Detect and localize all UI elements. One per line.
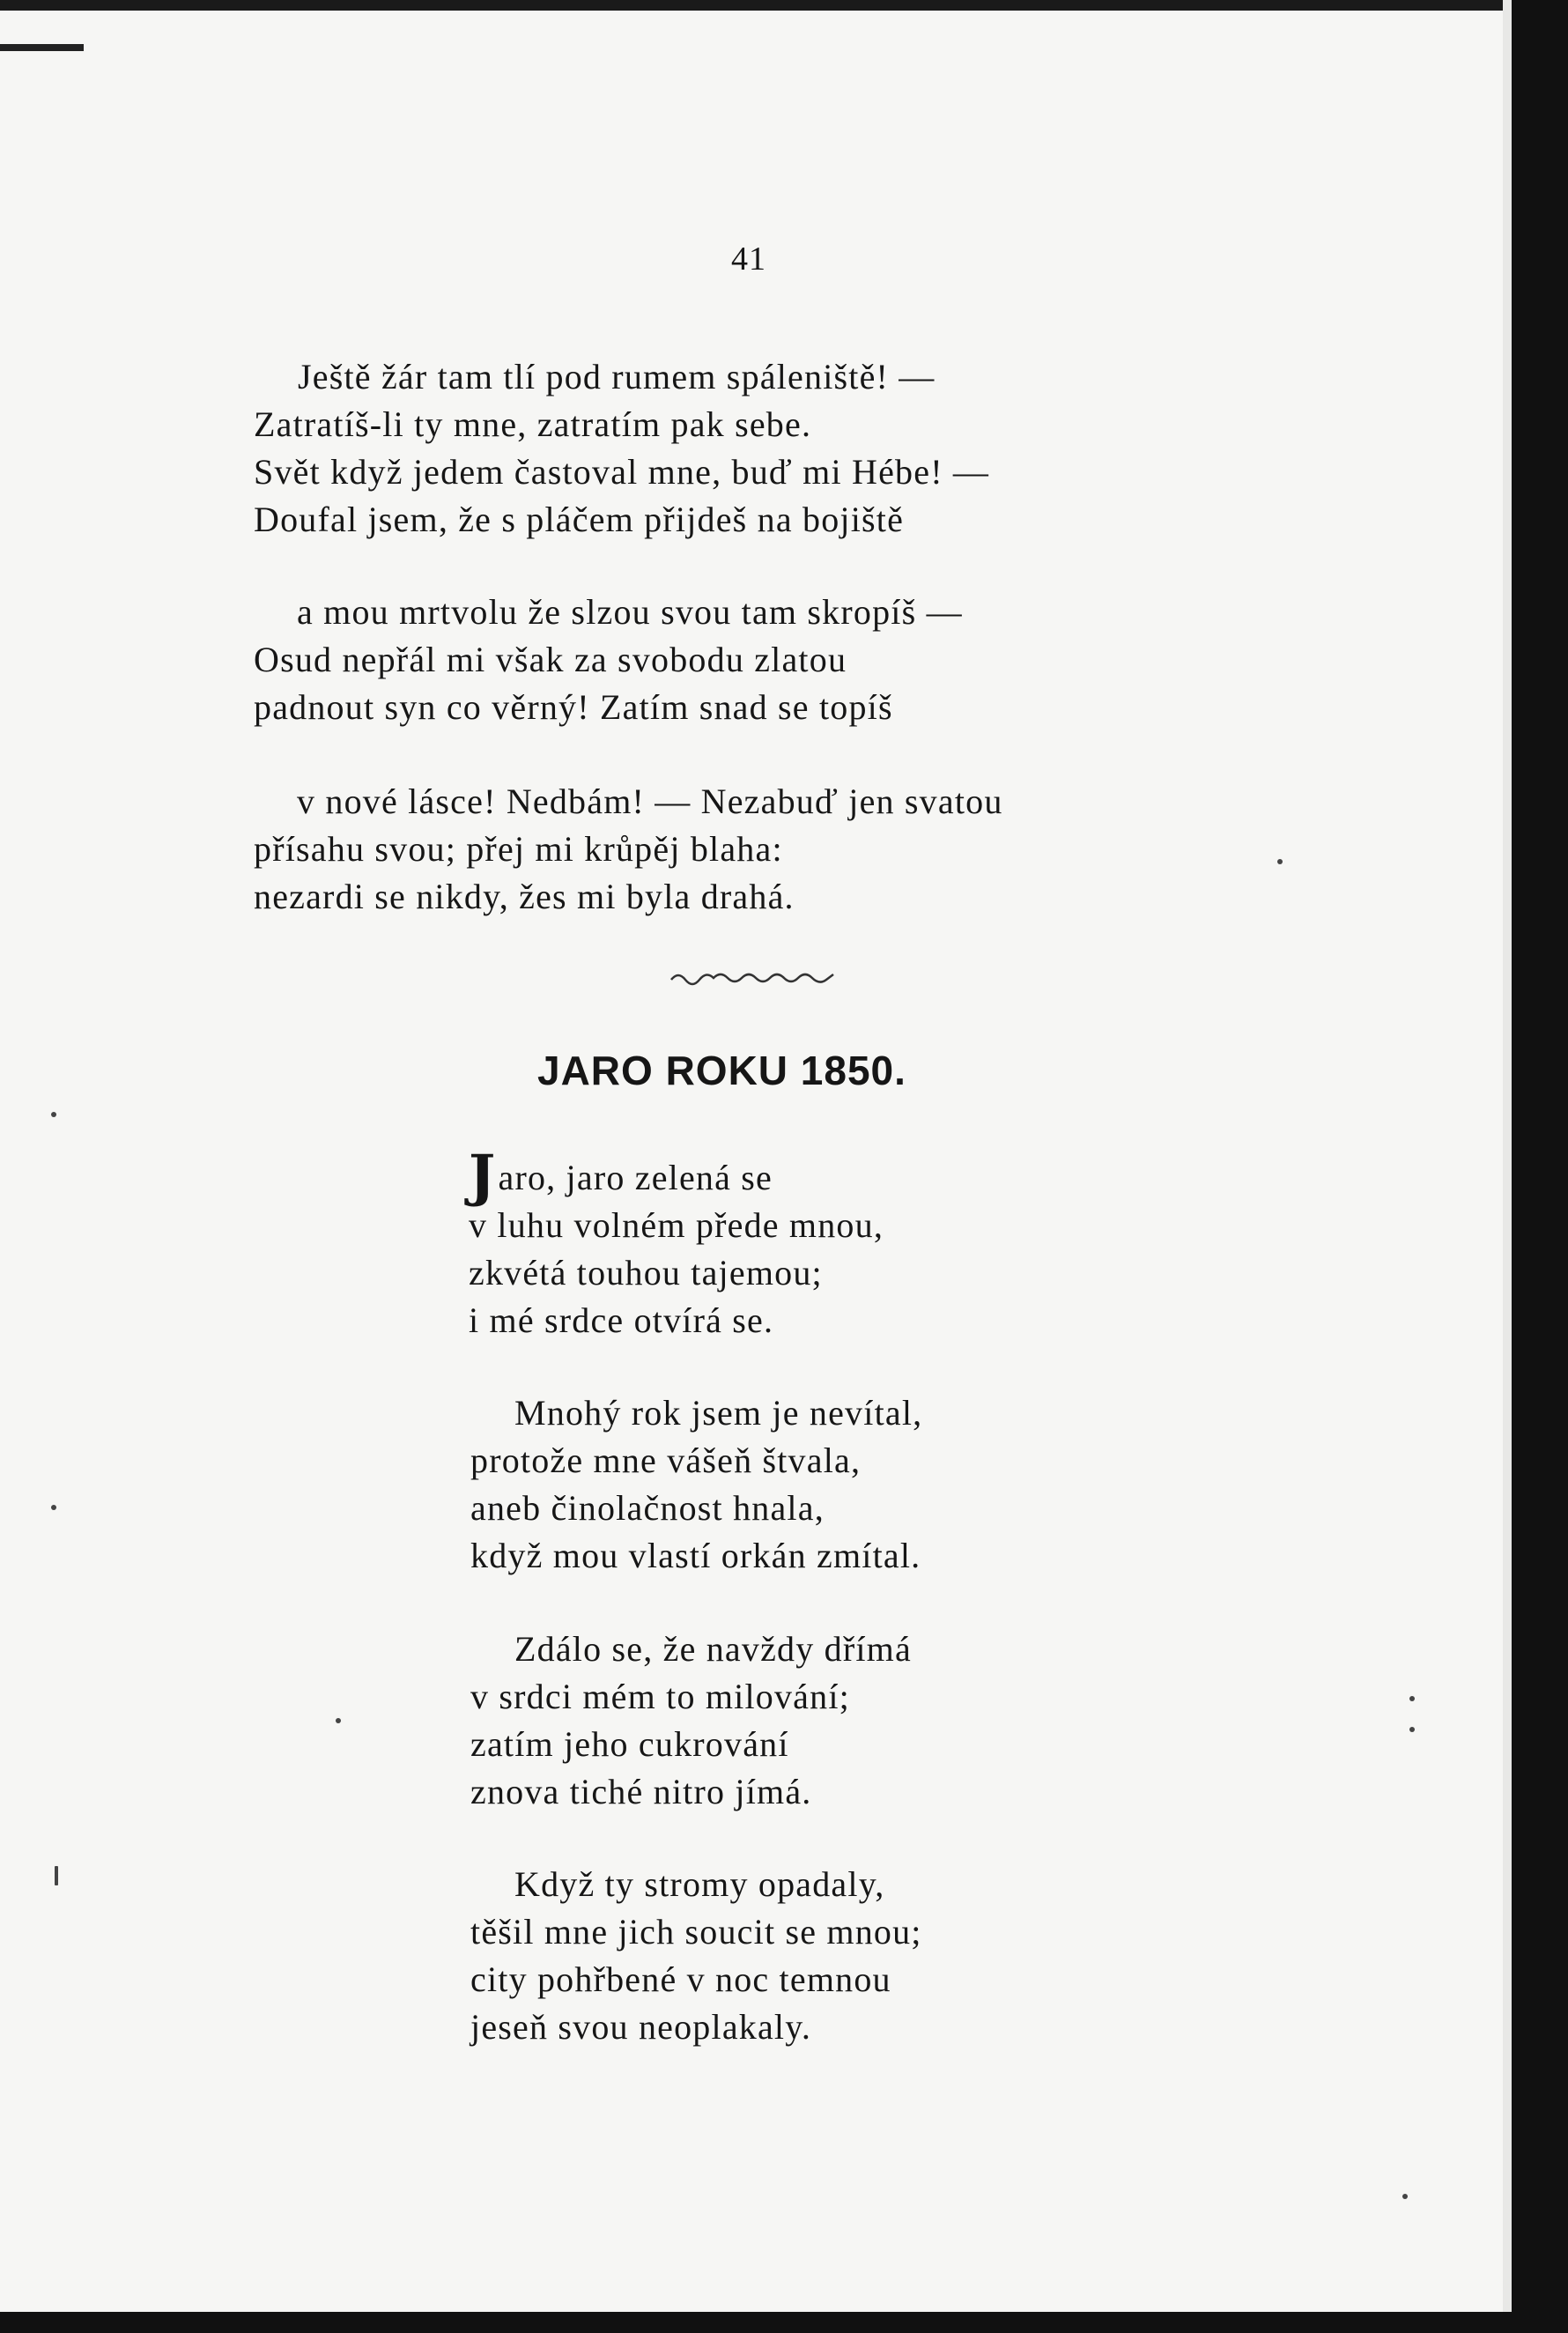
wavy-line-ornament-icon <box>669 967 837 990</box>
verse-line: Mnohý rok jsem je nevítal, <box>514 1393 923 1433</box>
verse-line: přísahu svou; přej mi krůpěj blaha: <box>254 829 783 869</box>
verse-line: Zatratíš-li ty mne, zatratím pak sebe. <box>254 404 812 444</box>
paper-speck <box>1409 1696 1415 1701</box>
verse-line-first <box>469 1143 884 1209</box>
verse-line: Zdálo se, že navždy dřímá <box>514 1629 912 1669</box>
verse-line: city pohřbené v noc temnou <box>470 1959 891 1999</box>
verse-line: zatím jeho cukrování <box>470 1724 789 1764</box>
poem-stanza-4 <box>470 1861 922 2051</box>
poem-title: JARO ROKU 1850. <box>537 1048 906 1093</box>
paper-speck <box>1277 859 1283 864</box>
verse-line: jeseň svou neoplakaly. <box>470 2007 812 2047</box>
verse-line: Doufal jsem, že s pláčem přijdeš na bojiště <box>254 500 905 539</box>
scan-edge-right <box>1512 0 1568 2333</box>
paper-speck <box>51 1505 56 1510</box>
verse-line: v nové lásce! Nedbám! — Nezabuď jen svatou <box>297 781 1003 821</box>
paper-speck <box>51 1112 56 1117</box>
verse-line: aneb činolačnost hnala, <box>470 1488 825 1528</box>
verse-line: Osud nepřál mi však za svobodu zlatou <box>254 640 847 679</box>
verse-line: padnout syn co věrný! Zatím snad se topíš <box>254 687 893 727</box>
verse-line: i mé srdce otvírá se. <box>469 1300 774 1340</box>
verse-line: Svět když jedem častoval mne, buď mi Hébe! — <box>254 452 990 492</box>
paper-speck <box>336 1718 341 1723</box>
verse-line: a mou mrtvolu že slzou svou tam skropíš — <box>297 592 963 632</box>
paper-speck <box>1409 1727 1415 1732</box>
page-number: 41 <box>731 241 766 278</box>
verse-line: znova tiché nitro jímá. <box>470 1772 812 1811</box>
verse-line: Když ty stromy opadaly, <box>514 1864 885 1904</box>
verse-line: těšil mne jich soucit se mnou; <box>470 1912 922 1952</box>
poem-stanza-1 <box>469 1143 884 1344</box>
verse-line-first-text: aro, jaro zelená se <box>498 1158 773 1197</box>
verse-line: zkvétá touhou tajemou; <box>469 1253 823 1292</box>
scan-edge-top <box>0 0 1568 11</box>
previous-poem-stanza-3 <box>254 778 1003 921</box>
verse-line: v srdci mém to milování; <box>470 1677 850 1716</box>
poem-stanza-3 <box>470 1626 912 1816</box>
poem-stanza-2 <box>470 1389 922 1580</box>
previous-poem-stanza-2 <box>254 589 963 731</box>
drop-cap: J <box>469 1143 497 1209</box>
verse-line: když mou vlastí orkán zmítal. <box>470 1536 921 1575</box>
scan-edge-left-mark <box>0 44 84 51</box>
paper-speck <box>1402 2194 1408 2199</box>
paper-speck <box>55 1866 58 1885</box>
verse-line: protože mne vášeň štvala, <box>470 1441 862 1480</box>
scan-edge-right-inner <box>1503 0 1512 2333</box>
verse-line: v luhu volném přede mnou, <box>469 1205 884 1245</box>
scan-edge-bottom <box>0 2312 1568 2333</box>
verse-line: nezardi se nikdy, žes mi byla drahá. <box>254 877 795 916</box>
previous-poem-stanza-1 <box>254 353 990 544</box>
verse-line: Ještě žár tam tlí pod rumem spáleniště! — <box>298 357 936 396</box>
